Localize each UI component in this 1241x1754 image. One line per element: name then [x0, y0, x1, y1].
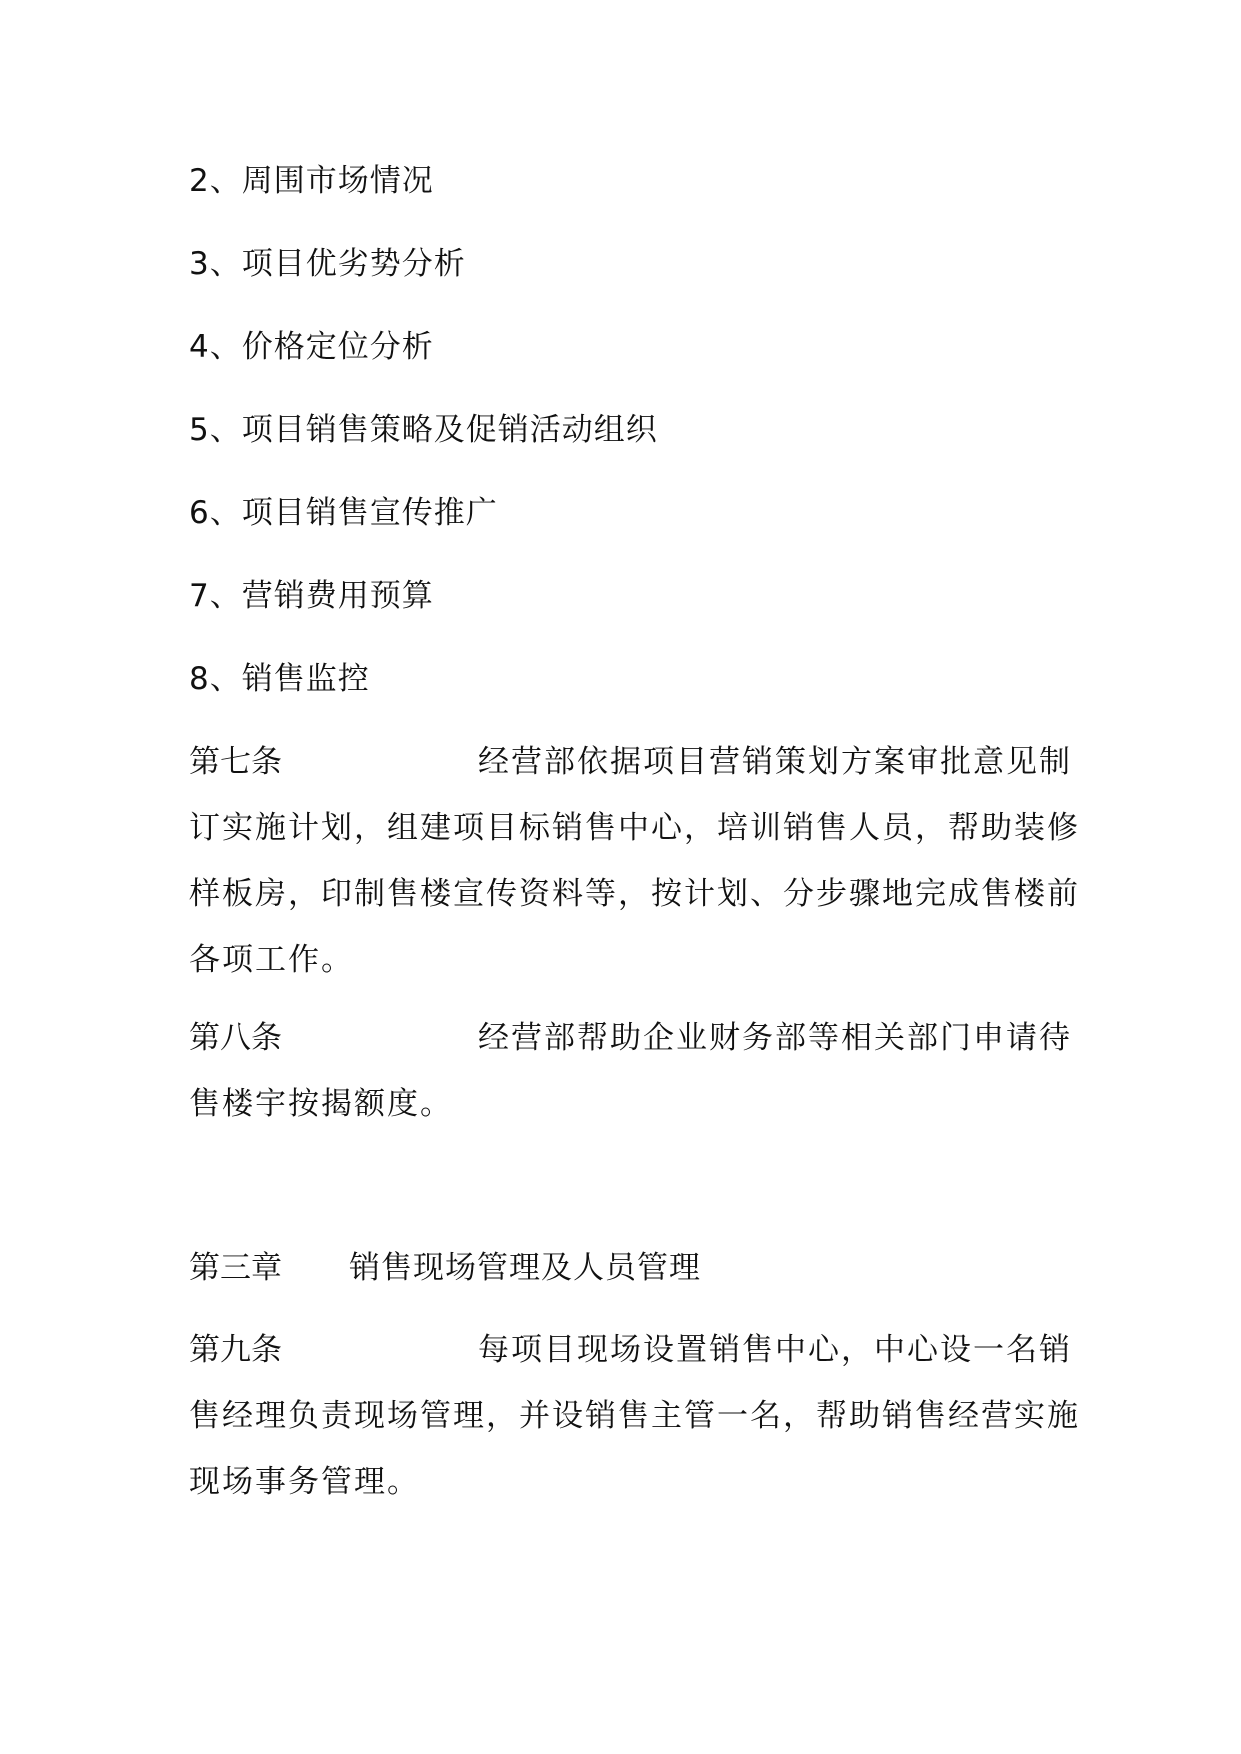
- article-8-title: 第八条: [189, 1020, 282, 1056]
- article-9-title: 第九条: [189, 1332, 282, 1368]
- article-7-line-3: 样板房，印制售楼宣传资料等，按计划、分步骤地完成售楼前: [189, 876, 1080, 912]
- list-item-monitoring: 8、销售监控: [189, 661, 370, 697]
- list-item-promotion: 6、项目销售宣传推广: [189, 495, 498, 531]
- list-item-pricing: 4、价格定位分析: [189, 329, 434, 365]
- list-item-strategy: 5、项目销售策略及促销活动组织: [189, 412, 658, 448]
- list-item-market: 2、周围市场情况: [189, 163, 434, 199]
- article-9-line-2: 售经理负责现场管理，并设销售主管一名，帮助销售经营实施: [189, 1398, 1080, 1434]
- article-9-line-1: 每项目现场设置销售中心，中心设一名销: [478, 1332, 1072, 1368]
- list-item-swot: 3、项目优劣势分析: [189, 246, 466, 282]
- article-7-line-4: 各项工作。: [189, 942, 354, 978]
- article-9-line-3: 现场事务管理。: [189, 1464, 420, 1500]
- article-7-title: 第七条: [189, 744, 282, 780]
- chapter-3-title: 销售现场管理及人员管理: [349, 1250, 701, 1286]
- list-item-budget: 7、营销费用预算: [189, 578, 434, 614]
- chapter-3-label: 第三章: [189, 1250, 282, 1286]
- article-7-line-2: 订实施计划，组建项目标销售中心，培训销售人员，帮助装修: [189, 810, 1080, 846]
- article-8-line-2: 售楼宇按揭额度。: [189, 1086, 453, 1122]
- article-8-line-1: 经营部帮助企业财务部等相关部门申请待: [478, 1020, 1072, 1056]
- article-7-line-1: 经营部依据项目营销策划方案审批意见制: [478, 744, 1072, 780]
